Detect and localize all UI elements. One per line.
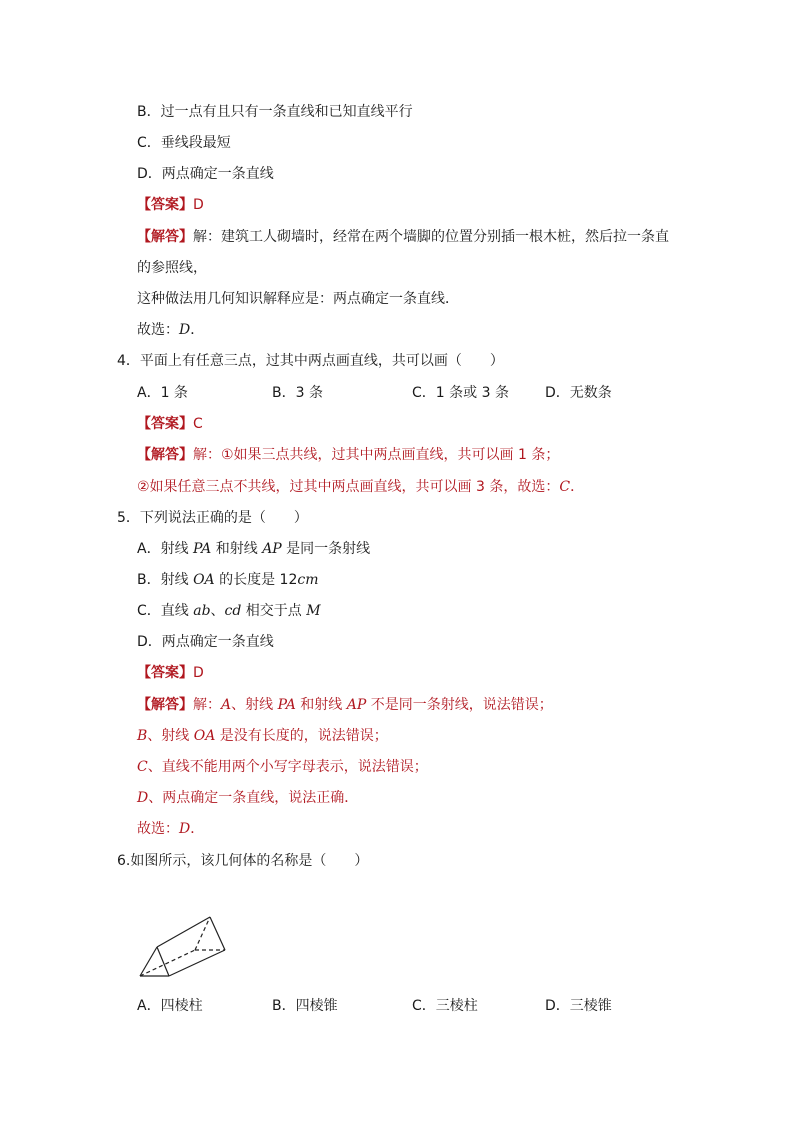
q4-option-c: C．1 条或 3 条: [412, 385, 509, 401]
q4-solution-line-1: [137, 445, 559, 465]
text: 是同一条射线: [281, 541, 371, 557]
text: 、两点确定一条直线，说法正确．: [148, 790, 359, 806]
text: 解：: [193, 697, 221, 713]
q3-option-d: D．两点确定一条直线: [137, 166, 274, 182]
q6-stem: 6.如图所示，该几何体的名称是（ ）: [117, 853, 369, 869]
text: 故选：: [137, 322, 179, 338]
math-var: D: [137, 790, 149, 806]
math-var: PA: [277, 697, 296, 713]
q5-solution-line-2: [137, 726, 388, 746]
q5-solution-line-1: [137, 695, 553, 715]
text: ．: [570, 479, 585, 495]
solution-tag: 【解答】: [137, 697, 193, 713]
text: 的长度是 12: [214, 572, 298, 588]
answer-letter: C: [559, 479, 571, 495]
answer-tag: 【答案】: [137, 416, 193, 432]
q6-options: [137, 996, 657, 1016]
math-unit: cm: [297, 572, 319, 588]
text: A．射线: [137, 541, 194, 557]
q5-option-a: [137, 539, 370, 559]
triangular-prism-figure: [130, 905, 240, 985]
answer-letter: D: [179, 821, 191, 837]
text: ．: [190, 322, 205, 338]
math-var: AP: [346, 697, 367, 713]
q4-option-b: B．3 条: [272, 385, 323, 401]
answer-value: C: [193, 416, 203, 432]
text: ．: [190, 821, 205, 837]
text: 不是同一条射线，说法错误；: [366, 697, 553, 713]
text: 是没有长度的，说法错误；: [215, 728, 388, 744]
text: 相交于点: [241, 603, 307, 619]
q3-option-b: B．过一点有且只有一条直线和已知直线平行: [137, 104, 413, 120]
q5-solution-line-5: [137, 819, 204, 839]
text: 、直线不能用两个小写字母表示，说法错误；: [147, 759, 428, 775]
text: 和射线: [211, 541, 263, 557]
prism-edge: [157, 917, 210, 947]
q5-answer: [137, 663, 204, 683]
q3-option-c: C．垂线段最短: [137, 135, 231, 151]
math-var: AP: [262, 541, 282, 557]
q3-solution-line-2: 的参照线，: [137, 260, 207, 276]
q5-solution-line-4: [137, 788, 358, 808]
text: 、射线: [147, 728, 194, 744]
answer-tag: 【答案】: [137, 197, 193, 213]
text: B．射线: [137, 572, 194, 588]
q4-option-d: D．无数条: [545, 385, 612, 401]
q4-stem: 4．平面上有任意三点，过其中两点画直线，共可以画（ ）: [117, 353, 504, 369]
q3-solution-line-1: [137, 227, 669, 247]
answer-tag: 【答案】: [137, 665, 193, 681]
prism-edge: [169, 950, 225, 976]
text: ②如果任意三点不共线，过其中两点画直线，共可以画 3 条，故选：: [137, 479, 560, 495]
solution-tag: 【解答】: [137, 229, 193, 245]
math-var: C: [137, 759, 148, 775]
math-var: PA: [193, 541, 212, 557]
q6-option-b: B．四棱锥: [272, 998, 338, 1014]
math-var: M: [306, 603, 321, 619]
q3-solution-line-3: 这种做法用几何知识解释应是：两点确定一条直线．: [137, 291, 459, 307]
q5-option-b: [137, 570, 319, 590]
prism-hidden-edge: [195, 917, 210, 950]
answer-letter: D: [179, 322, 191, 338]
solution-text: 解：建筑工人砌墙时，经常在两个墙脚的位置分别插一根木桩，然后拉一条直: [193, 229, 669, 245]
prism-edge: [210, 917, 225, 950]
q3-solution-line-4: [137, 320, 204, 340]
q6-option-c: C．三棱柱: [412, 998, 478, 1014]
text: 和射线: [295, 697, 347, 713]
text: 、: [210, 603, 225, 619]
text: 、射线: [231, 697, 278, 713]
math-var: ab: [193, 603, 211, 619]
q4-answer: [137, 414, 203, 434]
q5-stem: 5．下列说法正确的是（ ）: [117, 510, 308, 526]
q5-option-c: [137, 601, 321, 621]
q4-solution-line-2: [137, 477, 584, 497]
solution-text: 解：①如果三点共线，过其中两点画直线，共可以画 1 条；: [193, 447, 560, 463]
math-var: OA: [193, 728, 216, 744]
answer-value: D: [193, 197, 204, 213]
q4-options: [137, 383, 657, 403]
answer-value: D: [193, 665, 204, 681]
math-var: B: [137, 728, 148, 744]
q5-option-d: D．两点确定一条直线: [137, 634, 274, 650]
q6-option-d: D．三棱锥: [545, 998, 612, 1014]
math-var: cd: [224, 603, 242, 619]
solution-tag: 【解答】: [137, 447, 193, 463]
q6-option-a: A．四棱柱: [137, 998, 203, 1014]
q4-option-a: A．1 条: [137, 385, 188, 401]
q3-answer: [137, 195, 204, 215]
prism-edge: [157, 947, 169, 976]
q5-solution-line-3: [137, 757, 428, 777]
math-var: OA: [193, 572, 215, 588]
math-var: A: [221, 697, 232, 713]
text: 故选：: [137, 821, 179, 837]
text: C．直线: [137, 603, 194, 619]
